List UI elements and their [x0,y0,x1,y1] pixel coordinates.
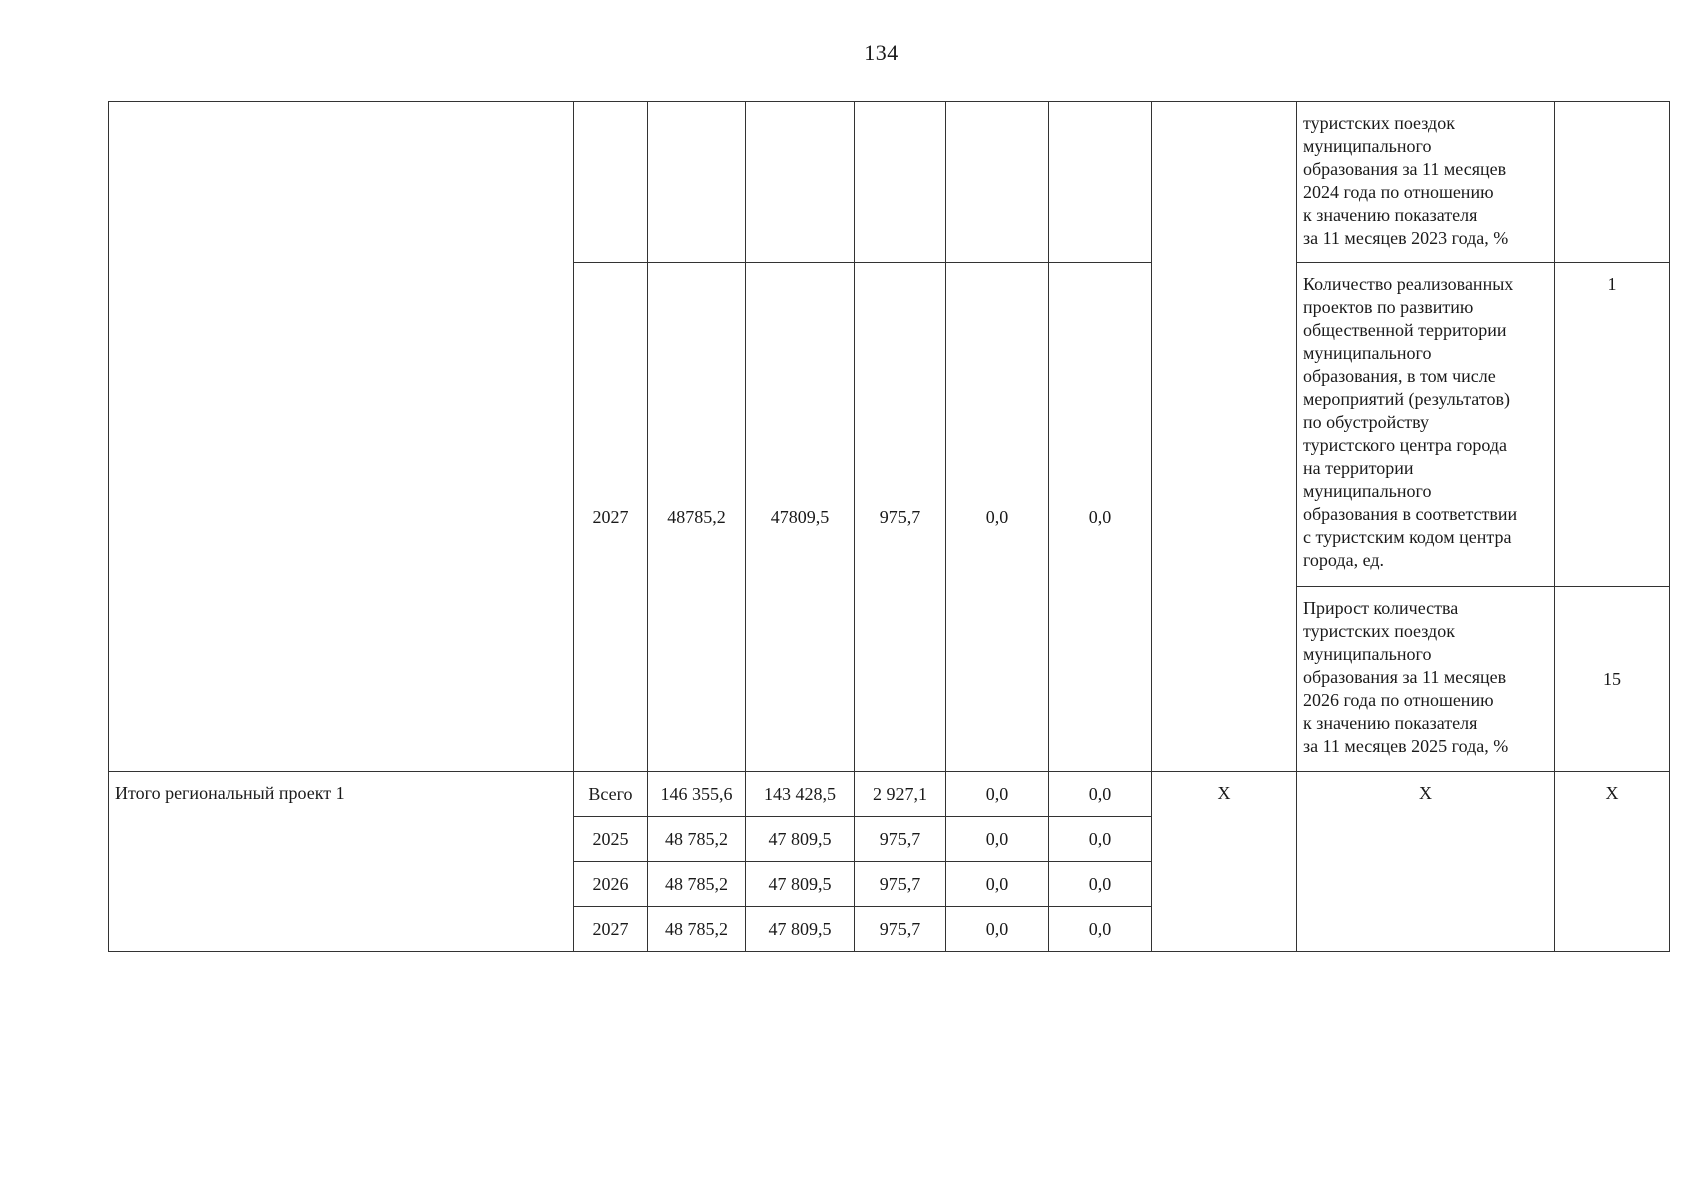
local-cell: 0,0 [946,772,1049,817]
other-cell: 0,0 [1049,862,1152,907]
regional-cell: 2 927,1 [855,772,946,817]
indicator-cell: Количество реализованных проектов по развитию общественной территории муниципального образования, в том числе мероприятий (результатов) по обустройству туристского центра города на территории муниципального образования в соответствии с туристским кодом центра города, ед. [1297,263,1555,587]
indicator-marker-cell: Х [1297,772,1555,952]
total-cell: 48 785,2 [648,862,746,907]
regional-cell: 975,7 [855,907,946,952]
local-cell: 0,0 [946,907,1049,952]
federal-cell: 143 428,5 [746,772,855,817]
indicator-value-cell [1555,102,1670,263]
total-cell: 146 355,6 [648,772,746,817]
regional-cell: 975,7 [855,817,946,862]
federal-cell: 47 809,5 [746,862,855,907]
regional-cell: 975,7 [855,263,946,772]
indicator-value-marker-cell: Х [1555,772,1670,952]
other-cell: 0,0 [1049,907,1152,952]
indicator-cell: туристских поездок муниципального образования за 11 месяцев 2024 года по отношению к значению показателя за 11 месяцев 2023 года, % [1297,102,1555,263]
federal-cell: 47 809,5 [746,817,855,862]
result-cell [1152,102,1297,772]
indicator-cell: Прирост количества туристских поездок муниципального образования за 11 месяцев 2026 года по отношению к значению показателя за 11 месяцев 2025 года, % [1297,587,1555,772]
project-name-cell [109,102,574,772]
federal-cell: 47 809,5 [746,907,855,952]
year-cell: 2026 [574,862,648,907]
total-cell [648,102,746,263]
year-cell: Всего [574,772,648,817]
local-cell: 0,0 [946,862,1049,907]
regional-cell [855,102,946,263]
result-marker-cell: Х [1152,772,1297,952]
other-cell: 0,0 [1049,772,1152,817]
year-cell: 2027 [574,263,648,772]
total-label-cell: Итого региональный проект 1 [109,772,574,952]
year-cell: 2027 [574,907,648,952]
page-number: 134 [864,40,899,65]
federal-cell [746,102,855,263]
federal-cell: 47809,5 [746,263,855,772]
other-cell: 0,0 [1049,263,1152,772]
total-cell: 48 785,2 [648,817,746,862]
indicator-value-cell: 1 [1555,263,1670,587]
total-cell: 48 785,2 [648,907,746,952]
year-cell [574,102,648,263]
budget-table [108,101,1670,952]
year-cell: 2025 [574,817,648,862]
table-row-total-all [109,772,1670,817]
local-cell: 0,0 [946,817,1049,862]
other-cell: 0,0 [1049,817,1152,862]
regional-cell: 975,7 [855,862,946,907]
total-cell: 48785,2 [648,263,746,772]
table-row-continuation [109,102,1670,263]
local-cell [946,102,1049,263]
local-cell: 0,0 [946,263,1049,772]
indicator-value-cell: 15 [1555,587,1670,772]
other-cell [1049,102,1152,263]
